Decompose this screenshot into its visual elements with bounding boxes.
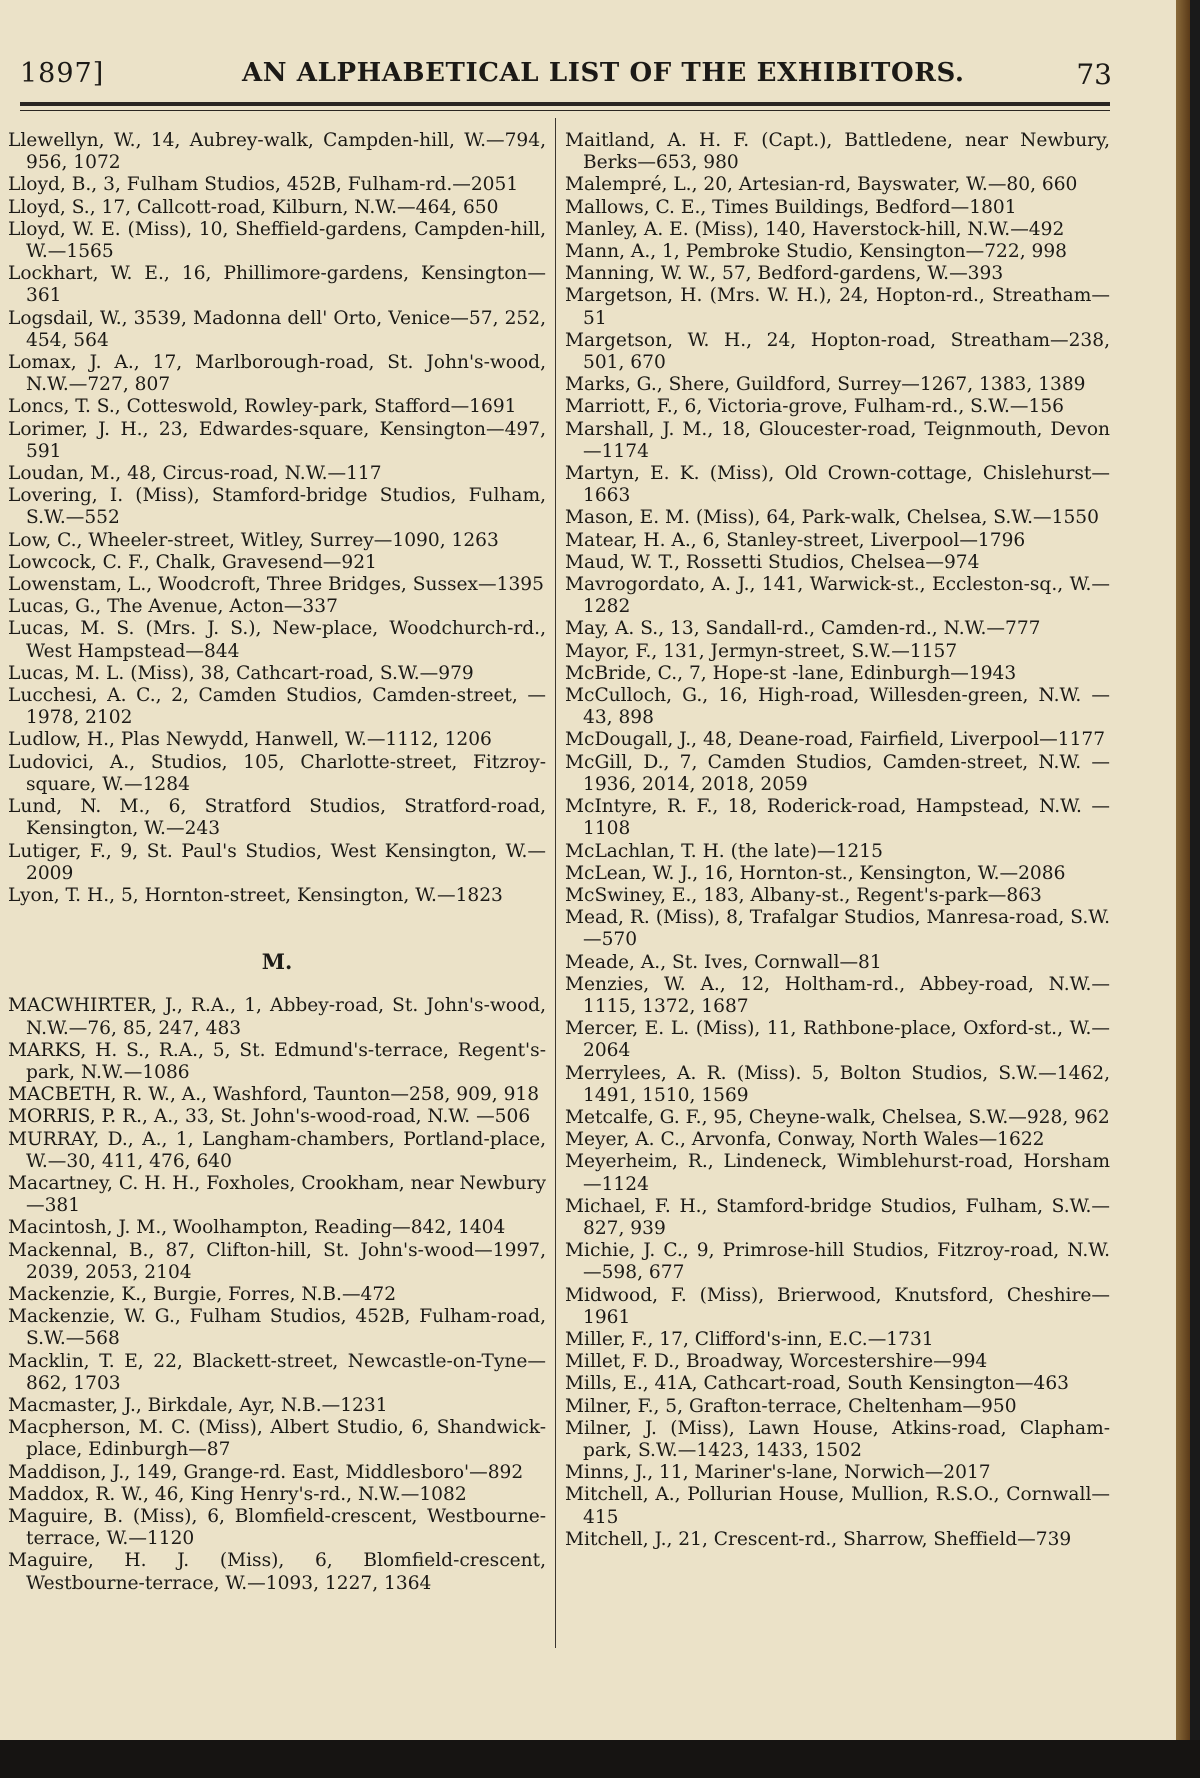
exhibitor-entry: MORRIS, P. R., A., 33, St. John's-wood-road, N.W. —506 [8,1106,531,1128]
exhibitor-entry: Marks, G., Shere, Guildford, Surrey—1267, 1383, 1389 [565,374,1086,396]
exhibitor-entry: McDougall, J., 48, Deane-road, Fairfield, Liverpool—1177 [565,729,1106,751]
exhibitor-entry: Lockhart, W. E., 16, Phillimore-gardens, Kensington—361 [8,263,546,307]
exhibitor-entry: Miller, F., 17, Clifford's-inn, E.C.—1731 [565,1328,934,1350]
exhibitor-entry: McGill, D., 7, Camden Studios, Camden-street, N.W. —1936, 2014, 2018, 2059 [565,751,1110,795]
exhibitor-entry: Milner, F., 5, Grafton-terrace, Cheltenham—950 [565,1395,1017,1417]
exhibitor-entry: Margetson, W. H., 24, Hopton-road, Streatham—238, 501, 670 [565,329,1110,374]
exhibitor-entry: Metcalfe, G. F., 95, Cheyne-walk, Chelsea, S.W.—928, 962 [565,1106,1110,1128]
exhibitor-entry: Logsdail, W., 3539, Madonna dell' Orto, Venice—57, 252, 454, 564 [8,307,546,351]
exhibitor-entry: Michael, F. H., Stamford-bridge Studios, Fulham, S.W.—827, 939 [565,1195,1110,1239]
exhibitor-entry: Maddox, R. W., 46, King Henry's-rd., N.W.—1082 [8,1483,467,1505]
exhibitor-entry: Merrylees, A. R. (Miss). 5, Bolton Studios, S.W.—1462, 1491, 1510, 1569 [565,1062,1110,1106]
exhibitor-entry: Lucas, M. S. (Mrs. J. S.), New-place, Woodchurch-rd., West Hampstead—844 [8,618,546,662]
exhibitor-entry: Lloyd, B., 3, Fulham Studios, 452B, Fulham-rd.—2051 [8,174,519,196]
exhibitor-entry: Mackenzie, W. G., Fulham Studios, 452B, Fulham-road, S.W.—568 [8,1306,546,1350]
exhibitor-entry: Macmaster, J., Birkdale, Ayr, N.B.—1231 [8,1394,388,1416]
scan-bottom-border [0,1740,1200,1778]
exhibitor-entry: Loncs, T. S., Cotteswold, Rowley-park, Stafford—1691 [8,396,517,418]
header-year: 1897] [20,58,105,89]
exhibitor-entry: Mitchell, A., Pollurian House, Mullion, R.S.O., Cornwall—415 [565,1484,1110,1528]
exhibitor-entry: Meyerheim, R., Lindeneck, Wimblehurst-road, Horsham—1124 [565,1151,1110,1195]
exhibitor-entry: Lorimer, J. H., 23, Edwardes-square, Kensington—497, 591 [8,418,546,462]
exhibitor-entry: Maguire, H. J. (Miss), 6, Blomfield-crescent, Westbourne-terrace, W.—1093, 1227, 1364 [8,1550,546,1594]
exhibitor-entry: Mallows, C. E., Times Buildings, Bedford—1801 [565,196,1017,218]
exhibitor-entry: Matear, H. A., 6, Stanley-street, Liverpool—1796 [565,529,1026,551]
page-number: 73 [1076,58,1112,91]
exhibitor-entry: Lucas, G., The Avenue, Acton—337 [8,596,338,618]
left-column [8,130,546,1595]
exhibitor-entry: McSwiney, E., 183, Albany-st., Regent's-park—863 [565,884,1042,906]
exhibitor-entry: Mercer, E. L. (Miss), 11, Rathbone-place, Oxford-st., W.—2064 [565,1018,1110,1062]
exhibitor-entry: Low, C., Wheeler-street, Witley, Surrey—1090, 1263 [8,529,499,551]
exhibitor-entry: McBride, C., 7, Hope-st -lane, Edinburgh—1943 [565,662,1017,684]
exhibitor-entry: Mason, E. M. (Miss), 64, Park-walk, Chelsea, S.W.—1550 [565,507,1099,529]
exhibitor-entry: Lomax, J. A., 17, Marlborough-road, St. John's-wood, N.W.—727, 807 [8,352,546,396]
exhibitor-entry: Lowcock, C. F., Chalk, Gravesend—921 [8,551,377,573]
header-title: AN ALPHABETICAL LIST OF THE EXHIBITORS. [242,58,965,88]
exhibitor-entry: Ludovici, A., Studios, 105, Charlotte-street, Fitzroy-square, W.—1284 [8,751,546,795]
exhibitor-entry: Mills, E., 41A, Cathcart-road, South Kensington—463 [565,1373,1069,1395]
exhibitor-entry: Minns, J., 11, Mariner's-lane, Norwich—2017 [565,1462,991,1484]
exhibitor-entry: Macintosh, J. M., Woolhampton, Reading—842, 1404 [8,1217,506,1239]
exhibitor-entry: Lloyd, S., 17, Callcott-road, Kilburn, N.W.—464, 650 [8,196,499,218]
book-spine-edge [1176,0,1190,1740]
exhibitor-entry: Margetson, H. (Mrs. W. H.), 24, Hopton-rd., Streatham—51 [565,285,1110,329]
exhibitor-entry: Marriott, F., 6, Victoria-grove, Fulham-rd., S.W.—156 [565,396,1064,418]
page-header [20,52,1110,96]
exhibitor-entry: Macklin, T. E, 22, Blackett-street, Newcastle-on-Tyne—862, 1703 [8,1350,546,1394]
header-rule-thin [20,110,1110,111]
exhibitor-entry: MARKS, H. S., R.A., 5, St. Edmund's-terrace, Regent's-park, N.W.—1086 [8,1039,546,1083]
exhibitor-entry: McLean, W. J., 16, Hornton-st., Kensington, W.—2086 [565,862,1066,884]
exhibitor-entry: Macartney, C. H. H., Foxholes, Crookham, near Newbury—381 [8,1172,546,1217]
exhibitor-entry: Menzies, W. A., 12, Holtham-rd., Abbey-road, N.W.—1115, 1372, 1687 [565,973,1110,1017]
exhibitor-entry: Llewellyn, W., 14, Aubrey-walk, Campden-hill, W.—794, 956, 1072 [8,130,546,174]
exhibitor-entry: Malempré, L., 20, Artesian-rd, Bayswater, W.—80, 660 [565,174,1078,196]
exhibitor-entry: MACWHIRTER, J., R.A., 1, Abbey-road, St. John's-wood, N.W.—76, 85, 247, 483 [8,995,546,1039]
right-entries [565,130,1110,1551]
exhibitor-entry: Lund, N. M., 6, Stratford Studios, Stratford-road, Kensington, W.—243 [8,796,546,840]
exhibitor-entry: Maud, W. T., Rossetti Studios, Chelsea—974 [565,551,980,573]
exhibitor-entry: Maitland, A. H. F. (Capt.), Battledene, near Newbury, Berks—653, 980 [565,130,1110,174]
exhibitor-entry: Meade, A., St. Ives, Cornwall—81 [565,951,882,973]
exhibitor-entry: Lucas, M. L. (Miss), 38, Cathcart-road, S.W.—979 [8,662,474,684]
column-divider [555,118,556,1648]
exhibitor-entry: Manley, A. E. (Miss), 140, Haverstock-hill, N.W.—492 [565,218,1065,240]
exhibitor-entry: McCulloch, G., 16, High-road, Willesden-green, N.W. —43, 898 [565,685,1110,729]
header-rule-thick [20,102,1110,106]
exhibitor-entry: Michie, J. C., 9, Primrose-hill Studios, Fitzroy-road, N.W.—598, 677 [565,1240,1110,1284]
exhibitor-entry: Lyon, T. H., 5, Hornton-street, Kensington, W.—1823 [8,884,503,906]
exhibitor-entry: Ludlow, H., Plas Newydd, Hanwell, W.—1112, 1206 [8,729,492,751]
exhibitor-entry: Marshall, J. M., 18, Gloucester-road, Teignmouth, Devon—1174 [565,418,1110,462]
exhibitor-entry: Lloyd, W. E. (Miss), 10, Sheffield-gardens, Campden-hill, W.—1565 [8,218,546,263]
exhibitor-entry: MURRAY, D., A., 1, Langham-chambers, Portland-place, W.—30, 411, 476, 640 [8,1128,546,1172]
exhibitor-entry: Meyer, A. C., Arvonfa, Conway, North Wales—1622 [565,1129,1045,1151]
exhibitor-entry: Mavrogordato, A. J., 141, Warwick-st., Eccleston-sq., W.—1282 [565,574,1110,618]
exhibitor-entry: Mann, A., 1, Pembroke Studio, Kensington—722, 998 [565,241,1068,263]
exhibitor-entry: Manning, W. W., 57, Bedford-gardens, W.—393 [565,263,1004,285]
exhibitor-entry: May, A. S., 13, Sandall-rd., Camden-rd., N.W.—777 [565,618,1041,640]
exhibitor-entry: Mayor, F., 131, Jermyn-street, S.W.—1157 [565,640,958,662]
exhibitor-entry: Martyn, E. K. (Miss), Old Crown-cottage, Chislehurst—1663 [565,463,1110,507]
exhibitor-entry: McLachlan, T. H. (the late)—1215 [565,840,883,862]
section-heading-m: M. [261,949,293,975]
exhibitor-entry: Mackennal, B., 87, Clifton-hill, St. John's-wood—1997, 2039, 2053, 2104 [8,1239,546,1283]
right-column [565,130,1110,1551]
exhibitor-entry: Loudan, M., 48, Circus-road, N.W.—117 [8,463,382,485]
exhibitor-entry: Mead, R. (Miss), 8, Trafalgar Studios, Manresa-road, S.W.—570 [565,907,1110,951]
exhibitor-entry: Lowenstam, L., Woodcroft, Three Bridges, Sussex—1395 [8,574,544,596]
exhibitor-entry: MACBETH, R. W., A., Washford, Taunton—258, 909, 918 [8,1084,540,1106]
exhibitor-entry: Maddison, J., 149, Grange-rd. East, Middlesboro'—892 [8,1461,524,1483]
exhibitor-entry: Millet, F. D., Broadway, Worcestershire—994 [565,1351,988,1373]
exhibitor-entry: Lutiger, F., 9, St. Paul's Studios, West Kensington, W.—2009 [8,840,546,884]
exhibitor-entry: Lucchesi, A. C., 2, Camden Studios, Camden-street, —1978, 2102 [8,685,546,729]
exhibitor-entry: Mitchell, J., 21, Crescent-rd., Sharrow, Sheffield—739 [565,1528,1072,1550]
exhibitor-entry: Macpherson, M. C. (Miss), Albert Studio, 6, Shandwick-place, Edinburgh—87 [8,1417,546,1461]
exhibitor-entry: Midwood, F. (Miss), Brierwood, Knutsford, Cheshire—1961 [565,1284,1110,1328]
exhibitor-entry: Maguire, B. (Miss), 6, Blomfield-crescent, Westbourne-terrace, W.—1120 [8,1505,546,1550]
exhibitor-entry: Mackenzie, K., Burgie, Forres, N.B.—472 [8,1283,397,1305]
left-entries-l [8,130,546,907]
exhibitor-entry: McIntyre, R. F., 18, Roderick-road, Hampstead, N.W. —1108 [565,796,1110,840]
left-entries-m [8,995,546,1594]
exhibitor-entry: Milner, J. (Miss), Lawn House, Atkins-road, Clapham-park, S.W.—1423, 1433, 1502 [565,1417,1110,1461]
exhibitor-entry: Lovering, I. (Miss), Stamford-bridge Studios, Fulham, S.W.—552 [8,485,546,529]
